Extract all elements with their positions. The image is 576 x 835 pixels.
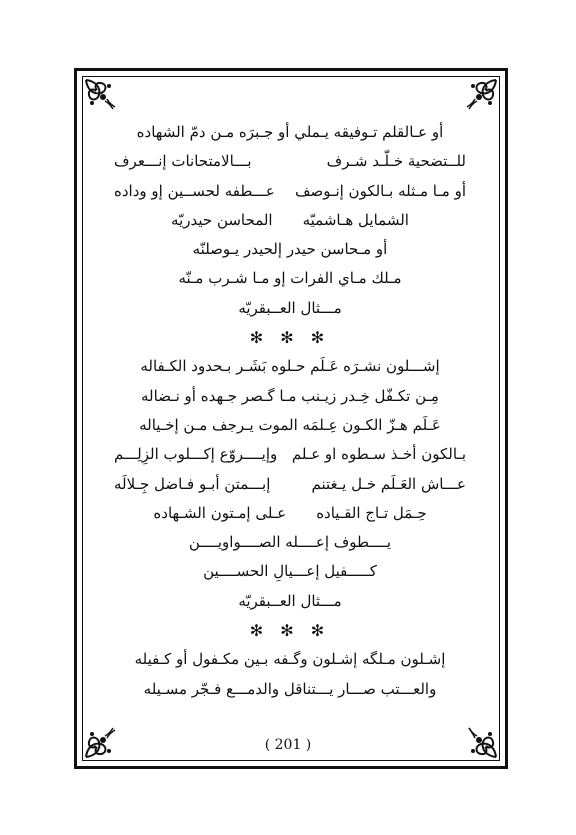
hemistich-right: عـــاش العَـلَم خـل يـغتنم xyxy=(311,474,466,493)
hemistich-left: عـلى إمـتون الشـهاده xyxy=(153,503,287,522)
poem-line xyxy=(100,206,480,235)
poem-line: إشـلون مـلگه إشـلون وگـفه بـين مكـفول أو كـفيله xyxy=(134,650,446,669)
hemistich-right: أو مـا مـثله بـالكون إنـوصف xyxy=(295,181,466,200)
poem-line xyxy=(100,470,480,499)
poem-line: مِـن تكـفّل خِـدر زيـنب مـا گـصر جـهده أو نـضاله xyxy=(141,386,439,405)
poem-line xyxy=(100,177,480,206)
section-divider-stars: ✻ ✻ ✻ xyxy=(249,621,331,641)
poem-line: مـــثال العــبقريّه xyxy=(238,298,342,317)
poem-line: عَـلَم هـزّ الكـون عِـلمَه الموت يـرجف مـن إخـياله xyxy=(139,415,441,434)
poem-line xyxy=(100,147,480,176)
section-divider-stars: ✻ ✻ ✻ xyxy=(249,328,331,348)
poem-line xyxy=(100,440,480,469)
hemistich-left: بـــالامتحانات إنـــعرف xyxy=(114,152,252,171)
hemistich-right: بـالكون أخـذ سـطوه او عـلم xyxy=(291,445,466,464)
page-number: ( 201 ) xyxy=(264,737,312,753)
hemistich-left: عـــطفه لحســين إو وداده xyxy=(114,181,275,200)
poem-line: كـــــفيل إعـــيالِ الحســــين xyxy=(203,562,377,581)
poem-line: إشـــلون نشـرَه عَـلَم حـلوه بَشَـر بـحدود الكـفاله xyxy=(140,357,440,376)
hemistich-left: وإيــــروّع إكـــلوب الزِلِـــم xyxy=(114,445,278,464)
hemistich-left: المحاسن حيدريّه xyxy=(171,210,273,229)
poem-body xyxy=(100,118,480,704)
poem-line: أو مـحاسن حيدر إلحيدر يـوصلنّه xyxy=(192,240,388,259)
poem-line: والعـــتب صـــار يـــتناقل والدمـــع فـجّر مسـيله xyxy=(143,679,437,698)
corner-ornament-icon xyxy=(465,77,499,111)
hemistich-right: للــتضحية خـلّـد شـرف xyxy=(326,152,466,171)
poem-line: مـلك مـاي الفرات إو مـا شـرب مـنّه xyxy=(178,269,402,288)
hemistich-right: الشمايل هـاشميّه xyxy=(302,210,409,229)
hemistich-right: حِـمَل تـاج القـياده xyxy=(316,503,427,522)
poem-line: مـــثال العــبقريّه xyxy=(238,591,342,610)
hemistich-left: إبـــمتن أبـو فـاضل جِـلالَه xyxy=(114,474,271,493)
corner-ornament-icon xyxy=(83,77,117,111)
poem-line: يــــطوف إعــــله الصــــواويــــن xyxy=(188,533,392,552)
poem-line xyxy=(100,499,480,528)
poem-line: أو عـالقلم تـوفيقه يـملي أو جـبرَه مـن دمّ الشهاده xyxy=(136,123,444,141)
